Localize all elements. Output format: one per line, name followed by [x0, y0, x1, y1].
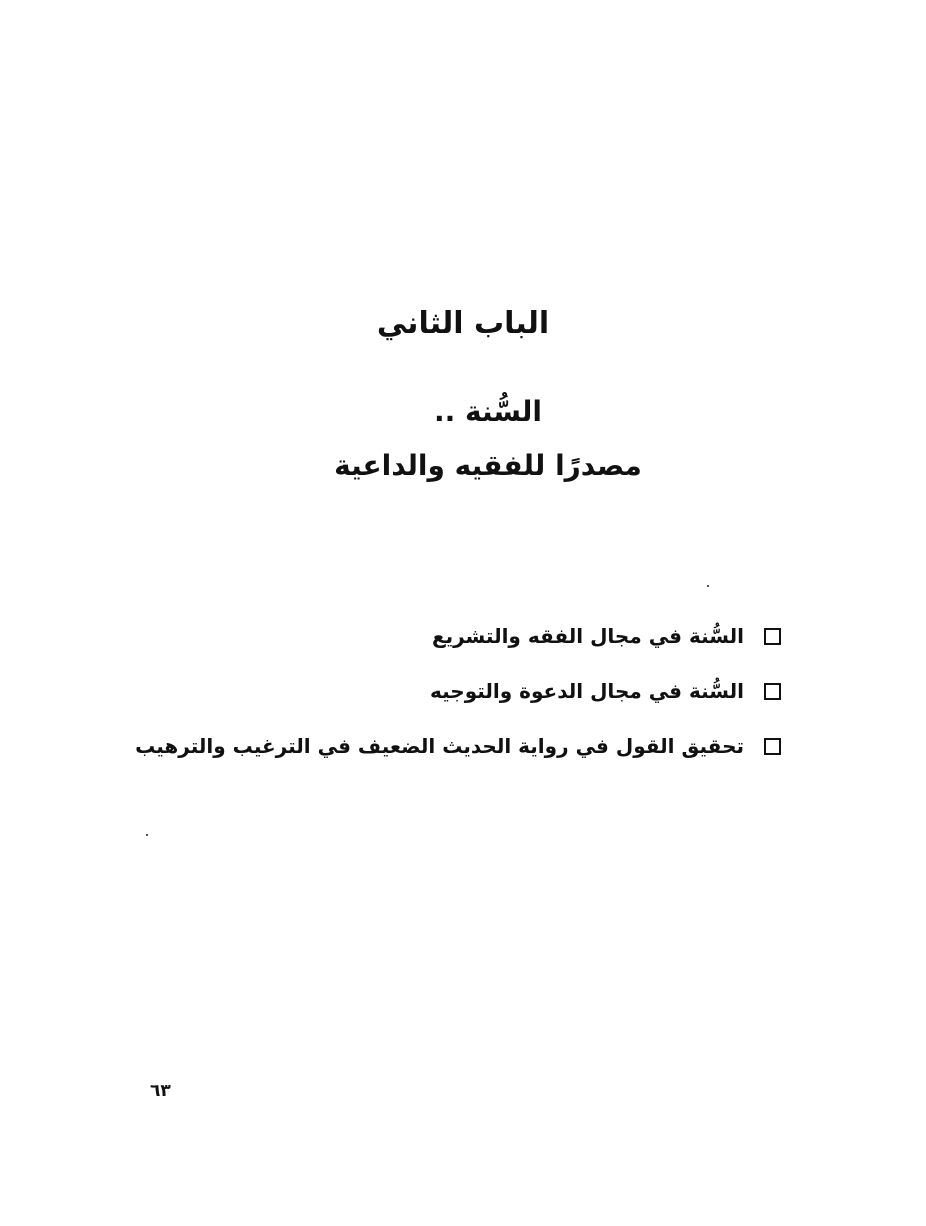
- section-title-line-1: السُّنة ..: [433, 395, 543, 428]
- topic-text: تحقيق القول في رواية الحديث الضعيف في الترغيب والترهيب: [135, 734, 744, 758]
- page-number: ٦٣: [150, 1081, 171, 1101]
- checkbox-bullet-icon: [764, 628, 781, 645]
- scan-speck: [146, 834, 148, 836]
- list-item: [141, 677, 781, 705]
- checkbox-bullet-icon: [764, 738, 781, 755]
- section-title-line-2: مصدرًا للفقيه والداعية: [334, 449, 642, 482]
- checkbox-bullet-icon: [764, 683, 781, 700]
- topic-text: السُّنة في مجال الفقه والتشريع: [431, 624, 744, 648]
- topic-list: [135, 622, 781, 787]
- list-item: [141, 622, 781, 650]
- topic-text: السُّنة في مجال الدعوة والتوجيه: [430, 679, 744, 703]
- list-item: [135, 732, 781, 760]
- part-heading: الباب الثاني: [376, 306, 550, 341]
- scan-speck: [707, 585, 709, 587]
